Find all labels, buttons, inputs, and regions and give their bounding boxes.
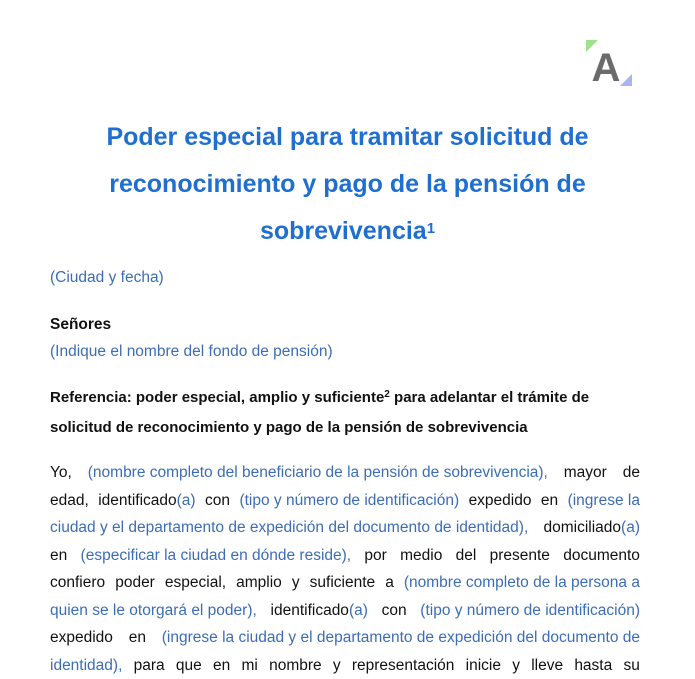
word: Yo, [50,459,72,487]
body-line [50,597,640,625]
residence-city-placeholder: (especificar la ciudad en dónde reside), [81,542,352,570]
beneficiary-name-placeholder: (nombre completo del beneficiario de la pensión de sobrevivencia), [88,459,548,487]
word: con [205,487,230,515]
word: identificado [271,597,349,625]
word: documento [563,542,640,570]
word: expedido [50,624,113,652]
reference-paragraph [50,384,640,442]
word: del [456,542,477,570]
gendered-word [544,514,641,542]
word: edad, [50,487,89,515]
word: en [213,652,230,679]
word: y [292,569,300,597]
attorney-name-placeholder: quien se le otorgará el poder), [50,597,257,625]
body-line [50,569,640,597]
title-line-3-text: sobrevivencia [260,217,427,245]
attorney-name-placeholder: (nombre completo de la persona a [404,569,640,597]
id-type-placeholder: (tipo y número de identificación) [239,487,459,515]
body-line [50,514,640,542]
word: en [50,542,67,570]
word: y [333,652,341,679]
word: y [512,652,520,679]
issue-place-placeholder: (ingrese la ciudad y el departamento de expedición del documento de [162,624,640,652]
word: hasta [574,652,612,679]
title-line-2: reconocimiento y pago de la pensión de [60,161,635,208]
word: que [176,652,202,679]
word: para [134,652,165,679]
body-line [50,459,640,487]
body-line [50,487,640,515]
gender-suffix-placeholder: (a) [177,487,196,515]
issue-place-placeholder: identidad), [50,652,122,679]
gendered-word [98,487,195,515]
word: identificado [98,487,176,515]
word: especial, [165,569,226,597]
id-type-placeholder: (tipo y número de identificación) [420,597,640,625]
word: mi [241,652,257,679]
word: de [623,459,640,487]
gender-suffix-placeholder: (a) [349,597,368,625]
issue-place-placeholder: ciudad y el departamento de expedición del documento de identidad), [50,514,528,542]
word: a [385,569,394,597]
word: en [129,624,146,652]
body-line [50,652,640,679]
word: suficiente [310,569,375,597]
word: mayor [564,459,607,487]
pension-fund-placeholder: (Indique el nombre del fondo de pensión) [50,342,640,362]
footnote-1-marker: 1 [427,220,435,237]
word: amplio [236,569,282,597]
word: poder [115,569,155,597]
word: expedido [469,487,532,515]
reference-line-1 [50,384,640,414]
word: lleve [531,652,563,679]
logo-letter: A [592,46,621,88]
document-title [60,114,635,258]
salutation: Señores [50,315,640,335]
gendered-word [271,597,368,625]
body-line [50,624,640,652]
reference-text-2: para adelantar el trámite de [390,389,589,406]
issue-place-placeholder: (ingrese la [568,487,640,515]
footnote-2-marker: 2 [384,389,390,400]
gender-suffix-placeholder: (a) [621,514,640,542]
city-date-placeholder: (Ciudad y fecha) [50,268,640,288]
word: por [364,542,386,570]
word: con [382,597,407,625]
word: nombre [269,652,322,679]
word: confiero [50,569,105,597]
word: en [541,487,558,515]
word: medio [400,542,442,570]
title-line-3 [60,208,635,258]
brand-logo-icon [584,38,634,88]
reference-text-1: Referencia: poder especial, amplio y suficiente [50,389,384,406]
word: inicie [466,652,501,679]
reference-line-2: solicitud de reconocimiento y pago de la pensión de sobrevivencia [50,414,640,442]
word: su [623,652,639,679]
word: domiciliado [544,514,622,542]
word: representación [352,652,455,679]
body-line [50,542,640,570]
title-line-1: Poder especial para tramitar solicitud de [60,114,635,161]
body-paragraph [50,459,640,679]
word: presente [490,542,550,570]
